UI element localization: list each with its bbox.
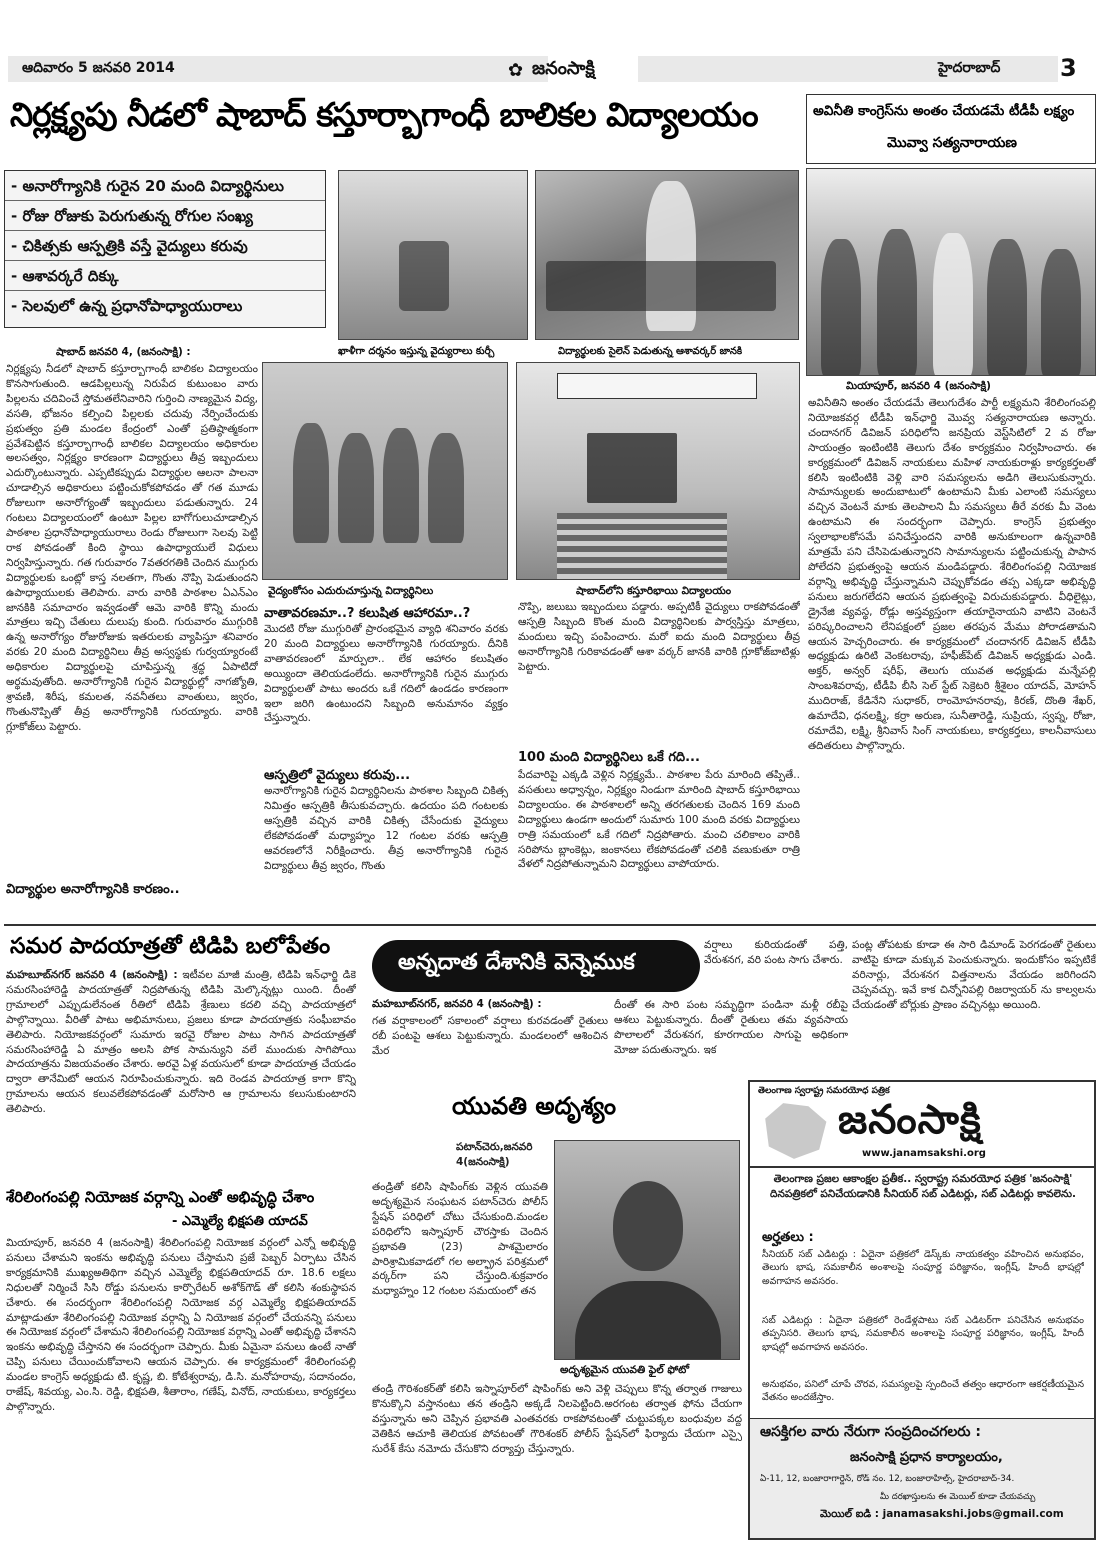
shoulders-shape: [575, 1281, 721, 1360]
article-body: మొదటి రోజు ముగ్గురితో ప్రారంభమైన వ్యాధి శనివారం వరకు 20 మంది విద్యార్థులు అనారోగ్యానికి గురయ్యారు. దీనికి వాతావరణంలో మార్పులా.. లేక ఆహారం కలుషితం అయ్యిందా తెలియడంలేదు. అనారోగ్యానికి గురైన ముగ్గురు విద్యార్థులతో పాటు అందరు ఒకే గదిలో ఉండడం కారణంగా ఇలా జరిగి ఉంటుందని సిబ్బంది అనుమానం వ్యక్తం చేస్తున్నారు.: [264, 623, 508, 725]
ad-logo: జనంసాక్షి: [838, 1096, 982, 1143]
bed-shape: [546, 261, 776, 311]
right-headline: అవినీతి కాంగ్రెస్‌ను అంతం చేయడమే టీడీపీ లక్ష్యం: [813, 103, 1075, 119]
right-story-header: [806, 94, 1096, 164]
ad-qual-title: అర్హతలు :: [762, 1230, 814, 1245]
article-body: [6, 968, 356, 1176]
article-body: గత వర్షాకాలంలో సకాలంలో వర్షాలు కురవడంతో రైతులు రబీ పంటపై ఆశలు పెట్టుకున్నారు. మండలంలో ఆశించిన మేర: [372, 1015, 608, 1057]
bullet-item: - అనారోగ్యానికి గురైన 20 మంది విద్యార్థినులు: [5, 171, 325, 201]
masthead: [8, 56, 1092, 86]
padayatra-body: ఇటీవల మాజీ మంత్రి, టిడిపి ఇన్‌ఛార్జి డికె సమరసింహారెడ్డి పాదయాత్రతో నిద్రపోతున్న టిడిపి మెల్కొన్నట్లు యింది. దీంతో గ్రామాలలో ఎప్పుడులేనంత రీతిలో టిడిపి శ్రేణులు కదలి వచ్చి పాదయాత్రలో పాల్గొన్నాయి. వీరితో పాటు అభిమానులు, ప్రజలు కూడా పాదయాత్రకు సంఘీబావం తెలిపారు. నియోజకవర్గంలో సుమారు ఇరవై రోజుల పాటు సాగిన పాదయాత్రతో సమరసింహారెడ్డి ఏ మాత్రం అలసి పోక సామన్యుని వలే ముందుకు సాగిపోయి పాదయాత్రను విజయవంతం చేశారు. అరవై ఏళ్ల వయసులో కూడా పాదయాత్ర చేయడం ద్వారా తానేమిటో ఆయన నిరూపించుకున్నారు. ఇది రెండవ పాదయాత్ర కాగా కొన్ని గ్రామాలను ఆయన కలువలేకపోవడంతో మరోసారి ఆ గ్రామాలను కలుసుకుంటారని తెలిపారు.: [6, 969, 356, 1116]
article-body: తండ్రితో కలిసి షాపింగ్‌కు వెళ్లిన యువతి అదృశ్యమైన సంఘటన పటాన్‌చెరు పోలీస్ స్టేషన్ పరిధిలో చోటు చేసుకుంది.మండల పరిధిలోని ఇస్నాపూర్ చౌరస్తాకు చెందిన ప్రభావతి (23) పాశమైలారం పారిశ్రామికవాడలో గల అల్ఫ్రాన పరిశ్రమలో వర్కర్‌గా పని చేస్తుంది.శుక్రవారం మధ్యాహ్నం 12 గంటల సమయంలో తన: [372, 1181, 548, 1298]
missing-woman-photo: [554, 1140, 740, 1360]
photo-caption: అదృశ్యమైన యువతి ఫైల్ ఫోటో: [560, 1364, 689, 1376]
ad-qual-sub: సబ్ ఎడిటర్లు : ఏదైనా పత్రికలో రెండేళ్లపాటు సబ్ ఎడిటర్‌గా పనిచేసిన అనుభవం తప్పనిసరి. తెలుగు భాష, సమకాలీన అంశాలపై సంపూర్ణ పరిజ్ఞానం, ఇంగ్లీష్, హిందీ భాషల్లో అవగాహన అవసరం.: [762, 1315, 1084, 1353]
subhead: 100 మంది విద్యార్థినిలు ఒకే గది...: [518, 750, 700, 765]
rally-photo: [806, 168, 1096, 376]
annadata-headline-box: [372, 940, 700, 992]
students-waiting-photo: [262, 362, 508, 580]
bullet-item: - ఆశావర్కరే దిక్కు: [5, 261, 325, 291]
person-figure: [821, 239, 861, 376]
article-body: పేదవారిపై ఎక్కడి వెళ్లిన నిర్లక్ష్యమే.. పాఠశాల పేరు మారింది తప్పితే.. వసతులు అధ్వాన్నం, నిర్లక్ష్యం నిండుగా మారింది షాబాద్ కస్తూరిభాయి విద్యాలయం. ఈ పాఠశాలలో అన్ని తరగతులకు చెందిన 169 మంది విద్యార్థులు ఉండగా అందులో సుమారు 100 మంది వరకు విద్యార్థులు రాత్రి సమయంలో ఒకే గదిలో నిద్రపోతారు. మంచి చలికాలం వారికి సరిపోను బ్లాంకెట్లు, జంకానలు లేకపోవడంతో చలికి వణుకుతూ రాత్రి వేళలో నిద్రపోతున్నామని విద్యార్థులు వాపోయారు.: [518, 769, 800, 871]
ad-address: ఏ-11, 12, బంజారాగార్డెన్, రోడ్ నం. 12, బంజారాహిల్స్, హైదరాబాద్-34.: [760, 1474, 1015, 1484]
ad-tagline: తెలంగాణ స్వరాష్ట్ర సమరయోధ పత్రిక: [758, 1086, 890, 1096]
steps-shape: [557, 513, 727, 579]
ad-url: www.janamsakshi.org: [862, 1148, 986, 1159]
bullet-box: [4, 170, 326, 328]
article-body: నొప్పి, జలుబు ఇబ్బందులు పడ్డారు. అప్పటికీ వైద్యులు రాకపోవడంతో ఆస్పత్రి సిబ్బంది కొంత మంది విద్యార్థినిలకు పార్వస్తిస్తు మాత్రలు, మందులు ఇచ్చి పంపించారు. మరో ఐదు మంది విద్యార్థులు తీవ్ర అనారోగ్యానికి గురికావడంతో ఆశా వర్కర్ జానకి వారికి గ్లూకోజ్‌బాటిళ్లు పెట్టారు.: [518, 601, 800, 673]
student-figure: [338, 433, 374, 543]
ad-intro: తెలంగాణ ప్రజల ఆకాంక్షల ప్రతీక.. స్వరాష్ట్ర సమరయోధ పత్రిక 'జనంసాక్షి' దినపత్రికలో పనిచేయడానికి సీనియర్ సబ్ ఎడిటర్లు, సబ్ ఎడిటర్లు కావలెను.: [770, 1173, 1076, 1200]
article-body: పంట్ల తోపటకు కూడా ఈ సారి డిమాండ్ పెరగడంతో రైతులు వాటిపై కూడా మక్కువ పెంచుకున్నారు. ఇందుకోసం ఇప్పటికే వరినార్లు, వేరుశనగ విత్తనాలను వేయడం జరిగిందని చెప్పవచ్చు. ఇవే కాక చిన్నోనిపల్లి రిజర్వాయర్ ను కాల్వలను చేయడంతో బోర్లుకు ప్రాణం వచ్చినట్లు అయింది.: [852, 939, 1096, 1011]
photo-caption: షాబాద్‌లోని కస్తూరిభాయి విద్యాలయం: [576, 585, 732, 597]
bird-logo-icon: ✿: [508, 60, 524, 81]
recruitment-ad: [748, 1080, 1096, 1540]
subhead: విద్యార్థుల అనారోగ్యానికి కారణం..: [6, 882, 180, 897]
person-figure: [933, 233, 973, 376]
ad-note: అనుభవం, పనిలో చూపే చొరవ, సమస్యలపై స్పందించే తత్వం ఆధారంగా ఆకర్షణీయమైన వేతనం అందజేస్తాం.: [762, 1379, 1084, 1404]
subhead: ఆస్పత్రిలో వైద్యులు కరువు...: [264, 768, 411, 783]
person-figure: [987, 239, 1027, 376]
missing-headline: యువతి అదృశ్యం: [452, 1092, 617, 1120]
person-figure: [1041, 249, 1081, 376]
article-body: మియాపూర్, జనవరి 4 (జనంసాక్షి) శేరిలింగంపల్లి నియోజక వర్గంలో ఎన్నో అభివృద్ధి పనులు చేశామని ఇంకను అభివృద్ధి పనులు చేస్తామని ప్రజే పెబ్బర్ ఏర్పాటు చేసిన కార్యక్రమానికి ముఖ్యఅతిథిగా వచ్చిన ఎమ్మెల్యే భిక్షపతియాదవ్ రూ. 18.6 లక్షలు నిధులతో నిర్మించే సిసి రోడ్డు పనులను కార్పొరేటర్ అశోక్‌గౌడ్ తో కలిసి శంకుస్థాపన చేశారు. ఈ సందర్భంగా శేరిలింగంపల్లి నియోజక వర్గ ఎమ్మెల్యే భిక్షపతియాదవ్ మాట్లాడుతూ శేరిలింగంపల్లి నియోజక వర్గాన్ని ఏ నియోజక వర్గంలో చేయనన్ని పనులు ఈ నియోజక వర్గంలో చేశామని శేరిలింగంపల్లి నియోజక వర్గాన్ని ఎంతో అభివృద్ధి చేశానని ఇంకను అభివృద్ధి చేస్తానని ఈ సందర్భంగా చెప్పారు. మీకు ఏమైనా పనులు ఉంటే నాతో చెప్పి పనులు చేయించుకోవాలని ఆయన చెప్పారు. ఈ కార్యక్రమంలో శేరిలింగంపల్లి మండల కాంగ్రెస్ అధ్యక్షుడు టి. కృష్ణ, బి. కోటేశ్వరావు, డి.సి. మనోహరావు, సదానందం, రాజేష్, శివయ్య, ఎం.సి. రెడ్డి, భిక్షపతి, శీతారాం, గణేష్, వినోద్, నాయకులు, కార్యకర్తలు పాల్గొన్నారు.: [6, 1237, 356, 1413]
issue-date: ఆదివారం 5 జనవరి 2014: [22, 60, 175, 76]
subhead: వాతావరణమా..? కలుషిత ఆహారమా..?: [264, 606, 471, 621]
ad-rule: [750, 1166, 1094, 1168]
dateline: మియాపూర్, జనవరి 4 (జనంసాక్షి): [846, 380, 991, 392]
ad-contact-title: ఆసక్తిగల వారు నేరుగా సంప్రదించగలరు :: [760, 1424, 981, 1440]
student-figure: [383, 428, 419, 543]
padayatra-headline: సమర పాదయాత్రతో టిడిపి బలోపేతం: [10, 934, 331, 959]
dateline: మహబూబ్‌నగర్ జనవరి 4 (జనంసాక్షి) :: [6, 969, 178, 981]
ad-qual-senior: సీనియర్ సబ్ ఎడిటర్లు : ఏదైనా పత్రికలో డెస్క్‌కు నాయకత్వం వహించిన అనుభవం, తెలుగు భాష, సమకాలీన అంశాలపై సంపూర్ణ పరిజ్ఞానం, ఇంగ్లీష్, హిందీ భాషల్లో అవగాహన అవసరం.: [762, 1249, 1084, 1287]
bullet-item: - సెలవులో ఉన్న ప్రధానోపాధ్యాయురాలు: [11, 297, 243, 315]
school-signboard: [557, 373, 757, 399]
article-body: అవినీతిని అంతం చేయడమే తెలుగుదేశం పార్టీ లక్ష్యమని శేరిలింగంపల్లి నియోజకవర్గ టీడీపి ఇన్‌ఛార్జి మొవ్వ సత్యనారాయణ అన్నారు. చందానగర్ డివిజన్ పరిధిలోని జనప్రియ వెస్ట్‌సిటిలో 2 వ రోజు సాయంత్రం ఇంటింటికి తెలుగు దేశం కార్యక్రమం నిర్వహించారు. ఈ కార్యక్రమంలో డివిజన్ నాయకులు మహిళ నాయకురాళ్లు కార్యకర్తలతో కలిసి ఇంటింటికి వెళ్లి వారి సమస్యలను అడిగి తెలుసుకున్నారు. సామాన్యులకు అందుబాటులో ఉంటామని మీకు ఎలాంటి సమస్యలు వచ్చిన వెంటనే మాకు తెలపాలని మీ సమస్యలు తీరే వరకు మీ వెంట ఉంటామని ఈ సందర్భంగా చెప్పారు. కాంగ్రెస్ ప్రభుత్వం స్వలాభాలకోసమే పనిచేస్తుందని వారికి అనుకూలంగా ఉన్నవారికి మాత్రమే పని చేసిపెడుతున్నారని సామాన్యులను పట్టించుకున్న పాపాన పోలేదని ప్రభుత్వంపై ఆయన మండిపడ్డారు. శేరిలింగంపల్లి నియోజక వర్గాన్ని అభివృద్ధి చేస్తున్నామని చెప్పుకోవడం తప్ప ఎక్కడా అభివృద్ధి పనులు జరుగలేదని ఆయన ప్రభుత్వంపై విరుచుకుపడ్డారు. వీధిలైట్లు, డ్రైనేజి వ్యవస్థ, రోడ్లు అస్తవ్యస్తంగా తయారైనాయని వాటిని వెంటనే పరిష్కరించాలని లేనిపక్షంలో ప్రజల తరపున మేము పోరాడతామని ఆయన హెచ్చరించారు. ఈ కార్యక్రమంలో చందానగర్ డివిజన్ టీడీపి అధ్యక్షుడు ఉరిటి వెంకటరావు, హఫీజ్‌పేట్ డివిజన్ అధ్యక్షుడు ఎండి. అక్తర్, అన్వర్ షరీఫ్, తెలుగు యువత అధ్యక్షుడు మన్నేపల్లి సాంబశివరావు, టీడీపి బీసి సెల్ స్టేట్ సెక్రెటరి శ్రీశైలం యాదవ్, మోహన్ ముదిరాజ్, కేడినేని సుధాకర్, రాంమోహనరావు, కిరణ్, దొంతి శేఖర్, ఉమాదేవి, ధనలక్ష్మి, కర్రా అరుణ, సునీతారెడ్డి, సుప్రియ, స్వప్న, రోజా, రమాదేవి, లక్ష్మి, శ్రీనివాస్ సింగ్ నాయకులు, కార్యకర్తలు, కాలనీవాసులు తదితరులు పాల్గొన్నారు.: [808, 397, 1096, 752]
city-label: హైదరాబాద్: [938, 60, 1001, 76]
serilingampally-headline: శేరిలింగంపల్లి నియోజక వర్గాన్ని ఎంతో అభివృద్ధి చేశాం: [6, 1188, 315, 1206]
article-body: తండ్రి గౌరిశంకర్‌తో కలిసి ఇస్నాపూర్‌లో షాపింగ్‌కు అని వెళ్లి చెప్పులు కొన్న తర్వాత గాజులు కొనుక్కొని వస్తానంటు తన తండ్రిని అక్కడే నిలపెట్టింది.అరగంట తర్వాత ఫోను చేయగా వస్తున్నాను అని చెప్పిన ప్రభావతి ఎంతవరకు రాకపోవటంతో చుట్టుపక్కల బంధువుల వద్ద వెతికిన ఆచూకి తెలియక పోవటంతో గౌరిశంకర్ పోలీస్ స్టేషన్‌లో ఫిర్యాదు చేయగా ఎస్సై సురేశ్ కేసు నమోదు చేసుకొని దర్యాప్తు చేస్తున్నారు.: [372, 1383, 742, 1455]
dateline: షాబాద్ జనవరి 4, (జనంసాక్షి) :: [56, 346, 191, 358]
student-figure: [428, 433, 464, 543]
face-shape: [613, 1181, 683, 1271]
dateline: మహబూబ్‌నగర్, జనవరి 4 (జనంసాక్షి) :: [372, 998, 542, 1010]
article-body: నిర్లక్ష్యపు నీడలో షాబాద్ కస్తూర్బాగాంధీ బాలికల విద్యాలయం కొనసాగుతుంది. ఆడపిల్లలున్న నిరుపేద కుటుంబం వారు పిల్లలను చదివించే స్తోమతలేనివారిని గుర్తించి నాణ్యమైన విద్య, వసతి, భోజనం కల్పించి పిల్లలకు చదువు నేర్పించేందుకు ప్రభుత్వం ప్రతి మండల కేంద్రంలో ఎంతో ప్రతిష్ఠాత్మకంగా ప్రవేశపెట్టిన కస్తూర్బాగాంధీ బాలికల విద్యాలయం అధికారుల అలసత్వం, నిర్లక్ష్యం కారణంగా విద్యార్థులు తీవ్ర ఇబ్బందులు ఎదుర్కొంటున్నారు. ఎప్పటికప్పుడు విద్యార్థుల ఆలనా పాలనా చూడాల్సిన అధికారులు పట్టించుకోకపోవడం తో గత మూడు రోజులుగా అనారోగ్యంతో ఇబ్బందులు పడుతున్నారు. 24 గంటలు విద్యాలయంలో ఉంటూ పిల్లల బాగోగులుచూడాల్సిన పాఠశాల ప్రధానోపాధ్యాయురాలు రెండు రోజులుగా సెలవు పెట్టి రాక పోవడంతో కింది స్థాయి ఉపాధ్యాయులే విధులు నిర్వహిస్తున్నారు. గత గురువారం 7వతరగతికి చెందిన ముగ్గురు విద్యార్థులకు ఒంట్లో కాస్త నలతగా, గొంతు నొప్పి పెడుతుందని ఉపాధ్యాయులకు తెలిపారు. వారు వారికి పాఠశాల ఏఎన్ఎం జానకికి సమాచారం ఇవ్వడంతో ఆమె వారికి కొన్ని మందు మాత్రలు ఇచ్చి చేతులు దులుపు కుంది. గురువారం ముగ్గురికి ఉన్న అనారోగ్యం రోజురోజుకు ఇతరులకు వ్యాపిస్తూ శనివారం వరకు 20 మంది విద్యార్థినిలు తీవ్ర అస్వస్థకు గుర్వయ్యారంటే అధికారుల విద్యార్థులపై చూపిస్తున్న శ్రద్ధ ఏపాటిదో అర్థమవుతోంది. అనారోగ్యానికి గురైన విద్యార్థుల్లో నాగజ్యోతి, శ్రావణి, శిరీష, కమలత, నవనీతలు వాంతులు, జ్వరం, గొంతునొప్పితో తీవ్ర అనారోగ్యానికి గురయ్యారు. వారికి గ్లూకోజ్‌లు పెట్టారు.: [6, 363, 258, 733]
main-headline: నిర్లక్ష్యపు నీడలో షాబాద్ కస్తూర్బాగాంధీ బాలికల విద్యాలయం: [10, 95, 758, 134]
divider: [4, 924, 1096, 926]
photo-caption: ఖాళీగా దర్శనం ఇస్తున్న వైద్యురాలు కుర్చీ: [338, 346, 495, 357]
photo-caption: వైద్యంకోసం ఎదురుచూస్తున్న విద్యార్థినిలు: [268, 585, 434, 597]
bullet-item: - చికిత్సకు ఆస్పత్రికి వస్తే వైద్యులు కరువు: [5, 231, 325, 261]
person-figure: [877, 229, 917, 376]
serilingampally-byline: - ఎమ్మెల్యే భిక్షపతి యాదవ్: [172, 1214, 308, 1229]
school-building-photo: [516, 362, 800, 580]
bullet-item: - రోజు రోజుకు పెరుగుతున్న రోగుల సంఖ్య: [5, 201, 325, 231]
article-body: వర్షాలు కురియడంతో పత్తి, వేరుశనగ, వరి పంట సాగు చేశారు.: [704, 939, 848, 966]
student-figure: [293, 423, 329, 543]
annadata-headline: అన్నదాత దేశానికి వెన్నెముక: [398, 950, 635, 975]
ad-email[interactable]: మెయిల్ ఐడి : janamasakshi.jobs@gmail.com: [820, 1508, 1064, 1520]
asha-worker-photo: [535, 170, 799, 340]
dateline: పటాన్‌చెరు,జనవరి 4(జనంసాక్షి): [456, 1141, 533, 1168]
masthead-logo: [508, 54, 638, 84]
right-byline: మొవ్వా సత్యనారాయణ: [887, 135, 1017, 151]
photo-caption: విద్యార్థులకు సైలెన్ పెడుతున్న ఆశావర్కర్ జానకి: [558, 346, 743, 357]
chair-shape: [399, 241, 449, 311]
ad-email-note: మీ దరఖాస్తులను ఈ మెయిల్ కూడా చేయవచ్చు: [880, 1492, 1036, 1502]
article-body: అనారోగ్యానికి గురైన విద్యార్థినిలను పాఠశాల సిబ్బంది చికిత్స నిమిత్తం ఆస్పత్రికి తీసుకువచ్చారు. ఉదయం పది గంటలకు ఆస్పత్రికి వచ్చిన వారికి చికిత్స చేసేందుకు వైద్యులు లేకపోవడంతో మధ్యాహ్నం 12 గంటల వరకు ఆస్పత్రి ఆవరణలోనే నిరీక్షించారు. తీవ్ర అనారోగ్యానికి గురైన విద్యార్థులు తీవ్ర జ్వరం, గొంతు: [264, 785, 508, 872]
page-number: 3: [1060, 54, 1077, 82]
logo-text: జనంసాక్షి: [532, 58, 595, 79]
empty-chair-photo: [338, 170, 528, 340]
doorway-shape: [587, 433, 677, 503]
telangana-map-icon: [758, 1100, 830, 1162]
ad-office: జనంసాక్షి ప్రధాన కార్యాలయం,: [850, 1450, 1003, 1465]
article-body: దీంతో ఈ సారి పంట సమృద్ధిగా పండినా మళ్లీ రబీపై ఆశలు పెట్టుకున్నారు. దీంతో రైతులు తమ వ్యవసాయ పొలాలలో వేరుశనగ, కూరగాయల సాగుపై అధికంగా మోజు పదుతున్నారు. ఇక: [614, 999, 848, 1056]
